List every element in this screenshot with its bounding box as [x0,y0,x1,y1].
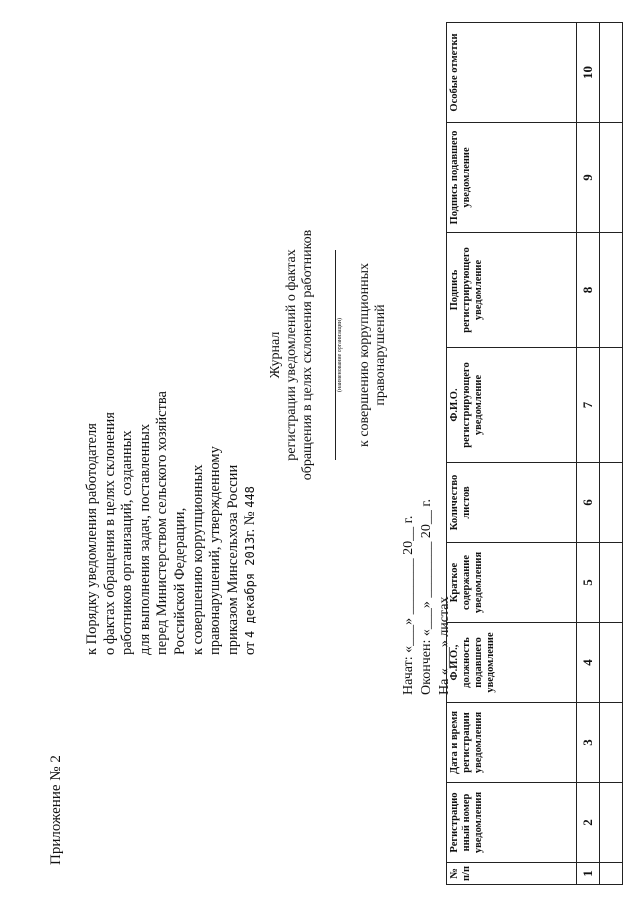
column-header: Подпись подавшего уведомление [447,123,577,233]
annex-basis [84,391,260,655]
column-number: 2 [577,783,600,863]
column-number: 1 [577,863,600,885]
column-header: Краткое содержание уведомления [447,543,577,623]
column-header: Дата и время регистрации уведомления [447,703,577,783]
organization-caption: (наименование организации) [337,318,343,392]
end-date-line: Окончен: «___» ________ 20__ г. [419,499,434,695]
column-number: 7 [577,348,600,463]
annex-line: к Порядку уведомления работодателя [84,423,100,655]
annex-line: для выполнения задач, поставленных [136,423,153,655]
column-header: Ф.И.О. регистрирующего уведомление [447,348,577,463]
order-date: 4 декабря 2013 [243,536,258,638]
annex-line: к совершению коррупционных [189,464,206,655]
annex-line: работников организаций, созданных [119,430,136,655]
order-number-label: № [242,511,259,526]
order-number: 448 [243,486,258,508]
journal-line-2: обращения в целях склонения работников [300,229,315,481]
column-number: 4 [577,623,600,703]
annex-line: приказом Минсельхоза России [224,464,241,655]
table-cell [600,348,623,463]
table-cell [600,543,623,623]
column-header: № п/п [447,863,577,885]
table-cell [600,783,623,863]
table-number-row [577,23,600,885]
column-number: 3 [577,703,600,783]
column-header: Регистрацио нный номер уведомления [447,783,577,863]
table-cell [600,233,623,348]
journal-title: Журнал [268,331,283,379]
organization-field [335,225,343,485]
annex-line: о фактах обращения в целях склонения [101,412,118,655]
register-table [446,22,623,885]
table-cell [600,863,623,885]
column-header: Ф.И.О., должность подавшего уведомление [447,623,577,703]
column-number: 9 [577,123,600,233]
journal-subject: к совершению коррупционных правонарушений [357,263,388,447]
column-number: 5 [577,543,600,623]
column-header: Подпись регистрирующего уведомление [447,233,577,348]
journal-line-1: регистрации уведомлений о фактах [284,249,299,461]
column-number: 10 [577,23,600,123]
annex-title: Приложение № 2 [48,755,64,865]
column-number: 8 [577,233,600,348]
table-cell [600,623,623,703]
table-cell [600,123,623,233]
table-header-row [447,23,577,885]
order-year-suffix: г. [242,528,259,537]
annex-order-line [242,391,260,655]
order-prefix: от [242,641,259,655]
column-header: Особые отметки [447,23,577,123]
start-date-line: Начат: «___» ________ 20__ г. [401,515,416,695]
column-header: Количество листов [447,463,577,543]
organization-underline [335,250,336,460]
table-cell [600,23,623,123]
table-cell [600,463,623,543]
journal-heading [268,225,316,485]
table-cell [600,703,623,783]
table-empty-row [600,23,623,885]
sheets-count-line: На «___» листах [437,596,452,695]
annex-line: Российской Федерации, [171,507,188,655]
column-number: 6 [577,463,600,543]
annex-line: перед Министерством сельского хозяйства [154,391,171,655]
annex-line: правонарушений, утвержденному [207,446,224,655]
